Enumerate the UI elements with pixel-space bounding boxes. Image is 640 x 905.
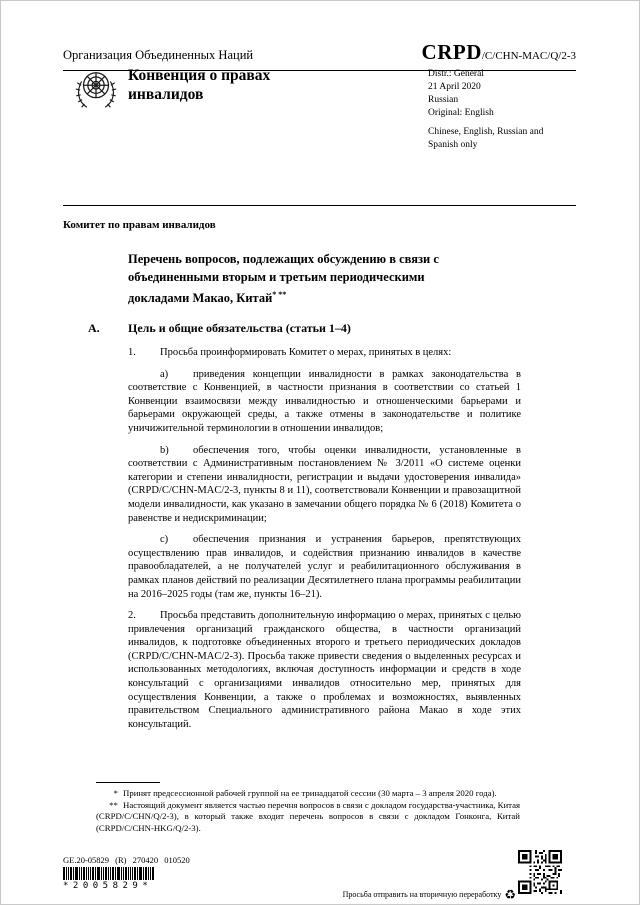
item-label: b) — [160, 444, 169, 456]
distribution-info — [428, 68, 568, 152]
section-label: A. — [88, 321, 100, 335]
distr-language: Russian — [428, 95, 459, 105]
ge-document-number: GE.20-05829 (R) 270420 010520 — [63, 855, 190, 865]
title-footnote-refs: * ** — [272, 290, 287, 299]
footnote-1 — [96, 788, 520, 800]
footnotes — [96, 782, 520, 834]
barcode-text: *2005829* — [63, 881, 153, 891]
footnote-marker: ** — [109, 799, 118, 810]
paragraph-1c — [128, 533, 521, 601]
committee-name: Комитет по правам инвалидов — [63, 219, 216, 231]
paragraph-2 — [128, 609, 521, 731]
un-org-name: Организация Объединенных Наций — [63, 48, 254, 62]
document-body — [128, 346, 521, 739]
paragraph-1a — [128, 368, 521, 436]
document-symbol — [422, 40, 576, 65]
item-text: обеспечения признания и устранения барьеров, препятствующих осуществлению прав инвалидов, и содействия признанию инвалидов в качестве правообладателей, а не получателей услуг и реабилитационного обслуживания в рамках планов действий по реализации Десятилетнего плана программы реабилитации на 2016–2025 годы (там же, пункты 16–21). — [128, 534, 521, 600]
paragraph-1 — [128, 346, 521, 360]
paragraph-text: Просьба представить дополнительную информацию о мерах, принятых с целью привлечения организаций гражданского общества, в частности организаций инвалидов, к подготовке объединенных второго и третьего периодических докладов (CRPD/C/CHN-MAC/2-3). Просьба также привести сведения о выделенных ресурсах и использованных методологиях, включая доступность информации и средств в ходе консультаций с организациями инвалидов относительно мер, принятых для осуществления Конвенции, а также о проблемах и возможностях, выявленных правительством Специального административного района Макао в ходе этих консультаций. — [128, 610, 521, 730]
distr-original: Original: English — [428, 108, 494, 118]
qr-code — [518, 850, 562, 894]
document-symbol-prefix: CRPD — [421, 40, 482, 64]
paragraph-text: Просьба проинформировать Комитет о мерах, принятых в целях: — [160, 347, 452, 358]
paragraph-number: 1. — [128, 347, 136, 358]
distr-line: Distr.: General — [428, 69, 484, 79]
footnote-text: Принят предсессионной рабочей группой на ее тринадцатой сессии (30 марта – 3 апреля 2020 года). — [123, 788, 497, 798]
footnote-marker: * — [113, 788, 118, 798]
recycle-note — [343, 887, 516, 903]
item-label: a) — [160, 368, 169, 380]
paragraph-number: 2. — [128, 610, 136, 622]
distr-date: 21 April 2020 — [428, 82, 481, 92]
masthead-divider — [63, 205, 576, 206]
section-title: Цель и общие обязательства (статьи 1–4) — [128, 321, 351, 335]
item-label: c) — [160, 534, 169, 546]
convention-title: Конвенция о правах инвалидов — [128, 67, 271, 103]
distr-languages-note: Chinese, English, Russian and Spanish only — [428, 127, 544, 150]
document-title — [128, 251, 486, 308]
document-symbol-suffix: /C/CHN-MAC/Q/2-3 — [481, 50, 576, 62]
footnote-text: Настоящий документ является частью перечня вопросов в связи с докладом государства-участника, Китая (CRPD/C/CHN/Q/2-3), в который также входит перечень вопросов в связи с докладом Гонконга, Китай (CRPD/C/CHN-HKG/Q/2-3). — [96, 799, 520, 833]
recycle-icon: ♻ — [504, 887, 516, 902]
footnote-separator — [96, 782, 160, 783]
recycle-text: Просьба отправить на вторичную переработку — [342, 890, 502, 899]
un-emblem-icon — [72, 66, 120, 114]
item-text: приведения концепции инвалидности в рамках законодательства в соответствие с Конвенцией, в частности признания в соответствии со статьей 1 Конвенции взаимосвязи между инвалидностью и отношенческими барьерами и барьерами окружающей среды, а также отмены в законодательстве и политике уничижительной терминологии в отношении инвалидов; — [128, 368, 521, 434]
paragraph-1b — [128, 444, 521, 526]
document-title-text: Перечень вопросов, подлежащих обсуждению в связи с объединенными вторым и третьим периодическими докладами Макао, Китай — [128, 252, 439, 306]
footnote-2 — [96, 800, 520, 835]
item-text: обеспечения того, чтобы оценки инвалидности, установленные в соответствии с Административным постановлением № 3/2011 «О системе оценки категории и степени инвалидности, регистрации и выдачи удостоверения инвалида» (CRPD/C/CHN-MAC/2-3, пункты 8 и 11), соответствовали Конвенции и правозащитной модели инвалидности, как указано в замечании общего порядка № 6 (2018) Комитета о равенстве и недискриминации; — [128, 444, 521, 524]
